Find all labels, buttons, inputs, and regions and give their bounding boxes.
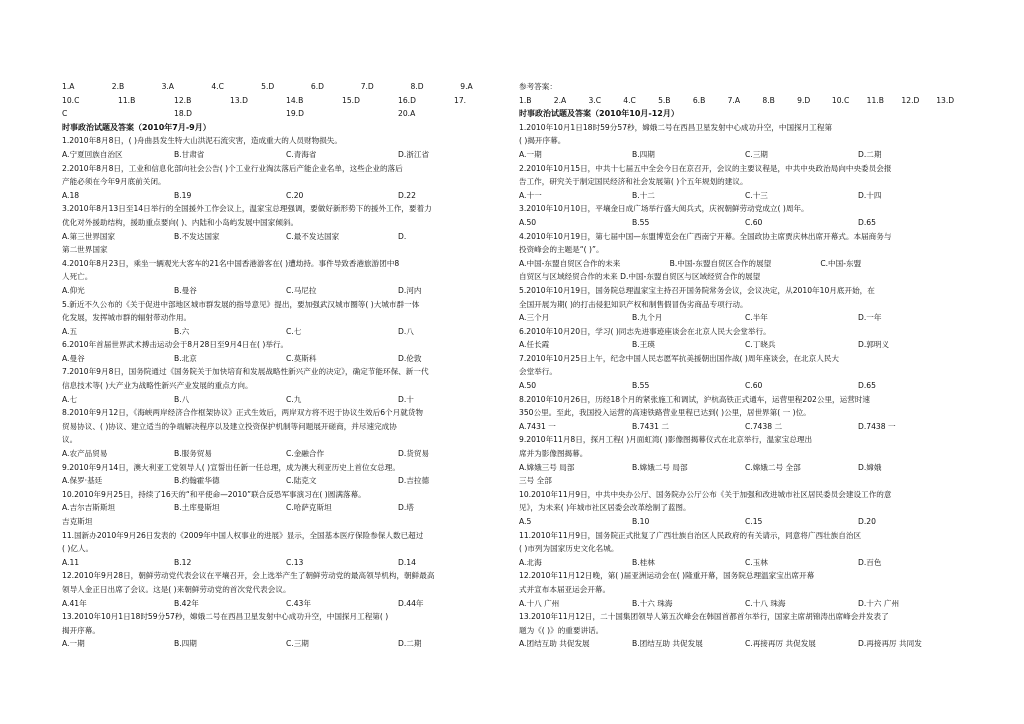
option-item: D.二期 [398,639,422,649]
question-line: 9.2010年9月14日，澳大利亚工党领导人( )宣誓出任新一任总理，成为澳大利亚历史上首位女总理。 [62,462,400,472]
question-line: 揭开序幕。 [62,625,100,635]
option-item: D.塔 [398,503,414,513]
answer-key-item: 13.D [936,95,955,105]
question-line: 领导人金正日出席了会议。这是( )来朝鲜劳动党的首次党代表会议。 [62,584,291,594]
answer-key-item: 6.D [310,82,324,91]
question-line: 3.2010年10月10日，平壤金日成广场举行盛大阅兵式，庆祝朝鲜劳动党成立( )周年。 [519,204,809,214]
option-item: D.郭明义 [858,340,890,350]
option-item: C.三期 [286,639,309,649]
answer-key-item: 7.A [727,95,741,105]
option-item: D. [398,231,407,241]
question-line: 4.2010年8月23日，乘坐一辆观光大客车的21名中国香港游客在( )遭劫持。事件导致香港旅游团中8 [62,258,400,268]
option-row [519,216,971,230]
answer-key-row [62,80,510,94]
answer-key-item: 16.D [398,95,416,105]
question-line: 2.2010年10月15日，中共十七届五中全会今日在京召开，会议的主要议程是，中共中央政治局向中央委员会报 [519,163,892,173]
question-line: 5.新近不久公布的《关于促进中部地区城市群发展的指导意见》提出，要加强武汉城市圈等( )大城市群一体 [62,299,420,309]
question-line: 10.2010年9月25日，持续了16天的“和平使命—2010”联合反恐军事演习在( )圆满落幕。 [62,489,366,499]
answer-key-item: 9.D [797,95,811,105]
question-line: 5.2010年10月19日，国务院总理温家宝主持召开国务院常务会议，会议决定，从2010年10月底开始，在 [519,285,875,295]
option-item: A.仰光 [62,285,85,295]
option-item: D.22 [398,190,416,200]
option-item: C.43年 [286,598,311,608]
option-item: D.百色 [858,557,882,567]
answer-key-item: 7.D [360,82,374,91]
option-item: D.一年 [858,313,882,323]
answer-key-heading: 参考答案： [519,82,557,91]
section-title: 时事政治试题及答案（2010年7月-9月） [62,122,211,132]
answer-key-item: 19.D [286,109,304,119]
option-item: B.土库曼斯坦 [174,503,220,513]
question-line: 10.2010年11月9日，中共中央办公厅、国务院办公厅公布《关于加强和改进城市社区居民委员会建设工作的意 [519,489,892,499]
answer-key-item: 5.B [658,95,671,105]
option-item: B.六 [174,326,190,336]
option-item: B.中国-东盟自贸区合作的展望 [669,258,772,268]
option-item: C.玉林 [745,557,768,567]
answer-key-item: 1.A [62,82,75,91]
answer-key-item: 14.B [286,95,304,105]
option-row [62,325,510,339]
option-item: B.42年 [174,598,199,608]
option-item: B.嫦娥二号 局部 [632,462,688,472]
answer-key-item: C [62,109,68,119]
option-item: A.宁夏回族自治区 [62,149,123,159]
option-item: A.七 [62,394,78,404]
question-line: 见》，为未来( )年城市社区居委会改革绘制了蓝图。 [519,503,691,513]
option-item: C.金融合作 [286,449,325,459]
option-row [62,447,510,461]
answer-key-item: 9.A [460,82,473,91]
option-item: D.20 [858,517,876,526]
question-line: 投资峰会的主题是“( )”。 [519,245,604,255]
option-row [519,379,971,393]
option-item: B.十六 珠海 [632,598,673,608]
question-line: 1.2010年10月1日18时59分57秒，嫦娥二号在西昌卫星发射中心成功升空，中国探月工程第 [519,122,833,132]
option-item: A.嫦娥三号 局部 [519,462,575,472]
question-line: 12.2010年11月12日晚，第( )届亚洲运动会在( )隆重开幕，国务院总理温家宝出席开幕 [519,571,815,581]
question-line: 350公里。至此，我国投入运营的高速铁路营业里程已达到( )公里，居世界第( 一 )位。 [519,408,811,418]
option-item: C.60 [745,381,763,391]
answer-key-item: 15.D [342,95,360,105]
section-title: 时事政治试题及答案（2010年10月-12月） [519,109,679,119]
option-item: B.10 [632,517,650,526]
option-row [62,501,510,515]
option-item: D.十六 广州 [858,598,900,608]
option-row [62,474,510,488]
option-item: C.7438 二 [745,421,783,431]
option-item: D.货贸易 [398,449,430,459]
question-line: 7.2010年10月25日上午，纪念中国人民志愿军抗美援朝出国作战( )周年座谈会，在北京人民大 [519,353,840,363]
option-item: C.陆克文 [286,476,317,486]
option-item: A.11 [62,557,80,567]
question-line: 人死亡。 [62,272,93,282]
option-item: B.王瑛 [632,340,655,350]
option-row [519,637,971,651]
question-line: 第二世界国家 [62,245,108,255]
option-item: A.7431 一 [519,421,556,431]
option-item: C.丁晓兵 [745,340,776,350]
question-line: 11.国新办2010年9月26日发表的《2009年中国人权事业的进展》显示，全国基本医疗保险参保人数已超过 [62,530,424,540]
option-item: B.12 [174,557,192,567]
question-line: 4.2010年10月19日，第七届中国—东盟博览会在广西南宁开幕。全国政协主席贾庆林出席开幕式。本届商务与 [519,231,892,241]
option-item: D.伦敦 [398,353,422,363]
option-item: A.50 [519,381,537,391]
option-row [62,597,510,611]
answer-key-item: 4.C [211,82,224,91]
question-line: 11.2010年11月9日，国务院正式批复了广西壮族自治区人民政府的有关请示，同意将广西壮族自治区 [519,530,862,540]
option-item: A.一期 [519,149,542,159]
question-line: 12.2010年9月28日，朝鲜劳动党代表会议在平壤召开，会上选举产生了朝鲜劳动党的最高领导机构，朝鲜最高 [62,571,435,581]
answer-key-item: 17. [454,95,467,105]
option-item: B.四期 [174,639,197,649]
option-row [519,556,971,570]
question-line: 13.2010年11月12日，二十国集团领导人第五次峰会在韩国首都首尔举行，国家主席胡锦涛出席峰会并发表了 [519,612,889,622]
question-line: 2.2010年8月8日，工业和信息化部向社会公告( )个工业行业淘汰落后产能企业名单，这些企业的落后 [62,163,403,173]
question-line: 6.2010年10月20日，学习( )同志先进事迹座谈会在北京人民大会堂举行。 [519,326,771,336]
question-line: 8.2010年10月26日，历经18个月的紧张施工和调试，沪杭高铁正式通车，运营里程202公里，运营时速 [519,394,871,404]
option-item: C.中国-东盟 [820,258,862,268]
option-item: A.第三世界国家 [62,231,116,241]
option-item: A.农产品贸易 [62,449,108,459]
option-item: B.约翰霍华德 [174,476,220,486]
question-line: 三号 全部 [519,476,552,486]
question-line: 议。 [62,435,78,445]
answer-key-item: 2.A [553,95,567,105]
question-line: 7.2010年9月8日，国务院通过《国务院关于加快培育和发展战略性新兴产业的决定》，确定节能环保、新一代 [62,367,429,377]
option-item: D.十四 [858,190,882,200]
option-item: B.八 [174,394,190,404]
answer-key-item: 3.A [161,82,175,91]
option-item: B.团结互助 共促发展 [632,639,703,649]
option-item: D.65 [858,217,876,227]
option-item: A.曼谷 [62,353,85,363]
question-line: 信息技术等( )大产业为战略性新兴产业发展的重点方向。 [62,381,253,391]
question-line: 13.2010年10月1日18时59分57秒，嫦娥二号在西昌卫星发射中心成功升空，中国探月工程第( ) [62,612,389,622]
option-item: A.41年 [62,598,87,608]
answer-key-item: 10.C [62,95,80,105]
option-item: A.三个月 [519,313,550,323]
option-item: B.服务贸易 [174,449,212,459]
option-item: C.20 [286,190,304,200]
question-line: 题为《( )》的重要讲话。 [519,625,604,635]
question-line: ( )亿人。 [62,544,94,554]
option-row [62,189,510,203]
option-item: A.吉尔吉斯斯坦 [62,503,116,513]
option-item: B.九个月 [632,313,663,323]
answer-key-item: 13.D [230,95,248,105]
option-item: C.15 [745,517,763,526]
option-row [519,148,971,162]
question-line: 全国开展为期( )的打击侵犯知识产权和制售假冒伪劣商品专项行动。 [519,299,748,309]
answer-key-item: 11.B [866,95,884,105]
option-item: C.再接再厉 共促发展 [745,639,816,649]
question-line: 产能必须在今年9月底前关闭。 [62,177,166,187]
answer-key-item: 2.B [111,82,125,91]
option-item: A.一期 [62,639,85,649]
option-row [519,257,971,271]
option-row [519,420,971,434]
answer-key-item: 10.C [831,95,850,105]
question-line: 8.2010年9月12日，《海峡两岸经济合作框架协议》正式生效后，两岸双方将不迟于协议生效后6个月就货物 [62,408,424,418]
option-item: C.60 [745,217,763,227]
option-row [62,393,510,407]
right-column [519,80,971,651]
option-item: B.19 [174,190,192,200]
question-line: 吉克斯坦 [62,517,93,526]
answer-key-item: 18.D [174,109,192,119]
option-row [519,338,971,352]
option-item: D.44年 [398,598,424,608]
question-line: 1.2010年8月8日，( )舟曲县发生特大山洪泥石流灾害，造成重大的人员财物损失。 [62,136,342,146]
question-line: 化发展，发挥城市群的辐射带动作用。 [62,313,192,323]
answer-key-row [519,94,971,108]
option-item: B.桂林 [632,557,655,567]
option-row [62,284,510,298]
answer-key-item: 5.D [261,82,275,91]
option-row [519,597,971,611]
answer-key-item: 3.C [588,95,602,105]
option-item: A.50 [519,217,537,227]
option-row [519,311,971,325]
question-line: 自贸区与区域经贸合作的未来 D.中国-东盟自贸区与区域经贸合作的展望 [519,272,761,282]
option-item: A.5 [519,517,532,526]
option-item: B.55 [632,381,650,391]
question-line: 会堂举行。 [519,367,557,377]
question-line: ( )揭开序幕。 [519,136,566,146]
option-item: C.七 [286,326,302,336]
option-item: D.十 [398,394,414,404]
question-line: 式并宣布本届亚运会开幕。 [519,584,611,594]
option-row [62,148,510,162]
option-item: D.14 [398,557,416,567]
option-row [62,556,510,570]
answer-key-item: 4.C [623,95,636,105]
option-item: A.保罗·基廷 [62,476,103,486]
option-item: A.任长霞 [519,340,550,350]
option-item: C.半年 [745,313,768,323]
question-line: ( )市列为国家历史文化名城。 [519,544,619,554]
option-item: A.中国-东盟自贸区合作的未来 [519,258,621,268]
question-line: 9.2010年11月8日，探月工程( )月面虹湾( )影像图揭幕仪式在北京举行，温家宝总理出 [519,435,813,445]
question-line: 席并为影像图揭幕。 [519,449,588,459]
option-row [519,461,971,475]
answer-key-item: 8.B [762,95,775,105]
option-row [62,637,510,651]
question-line: 6.2010年首届世界武术搏击运动会于8月28日至9月4日在( )举行。 [62,340,289,350]
option-row [62,230,510,244]
option-item: A.十一 [519,190,542,200]
option-item: A.北海 [519,557,542,567]
option-item: B.北京 [174,353,197,363]
option-item: C.哈萨克斯坦 [286,503,332,513]
option-item: C.十三 [745,190,768,200]
option-item: C.三期 [745,149,768,159]
answer-key-row [62,107,510,121]
option-item: A.18 [62,190,80,200]
answer-key-item: 8.D [410,82,424,91]
option-item: C.莫斯科 [286,353,317,363]
option-item: C.最不发达国家 [286,231,340,241]
answer-key-item: 6.B [692,95,706,105]
answer-key-row [62,94,510,108]
option-item: D.河内 [398,285,422,295]
question-line: 贸易协议、( )协议、建立适当的争端解决程序以及建立投资保护机制等问题展开磋商，并尽速完成协 [62,421,397,431]
option-item: D.65 [858,381,876,391]
answer-key-item: 12.D [901,95,920,105]
option-item: B.四期 [632,149,655,159]
option-item: A.团结互助 共促发展 [519,639,590,649]
option-item: B.甘肃省 [174,149,205,159]
question-line: 优化对外援助结构，援助重点要向( )、内陆和小岛屿发展中国家倾斜。 [62,217,299,227]
answer-key-item: 12.B [174,95,192,105]
option-item: D.吉拉德 [398,476,430,486]
option-item: C.青海省 [286,149,317,159]
option-item: A.十八 广州 [519,598,560,608]
option-item: A.五 [62,326,78,336]
question-line: 告工作，研究关于制定国民经济和社会发展第( )个五年规划的建议。 [519,177,748,187]
option-item: B.曼谷 [174,285,197,295]
option-row [519,189,971,203]
option-item: C.嫦娥二号 全部 [745,462,801,472]
option-item: C.13 [286,557,304,567]
option-item: D.7438 一 [858,421,896,431]
answer-key-item: 11.B [118,95,136,105]
answer-key-item: 1.B [519,95,532,105]
option-item: D.再接再厉 共同发 [858,639,922,649]
answer-key-item: 20.A [398,109,416,119]
left-column [62,80,510,651]
option-item: B.7431 二 [632,421,669,431]
option-item: B.十二 [632,190,655,200]
option-item: D.二期 [858,149,882,159]
option-item: C.九 [286,394,302,404]
option-item: C.十八 珠海 [745,598,786,608]
option-row [62,352,510,366]
option-item: D.八 [398,326,414,336]
option-item: D.浙江省 [398,149,430,159]
option-item: B.55 [632,217,650,227]
option-item: B.不发达国家 [174,231,220,241]
question-line: 3.2010年8月13日至14日举行的全国援外工作会议上，温家宝总理强调，要做好新形势下的援外工作，要着力 [62,204,432,214]
option-item: C.马尼拉 [286,285,317,295]
option-row [519,515,971,529]
option-item: D.嫦娥 [858,462,882,472]
